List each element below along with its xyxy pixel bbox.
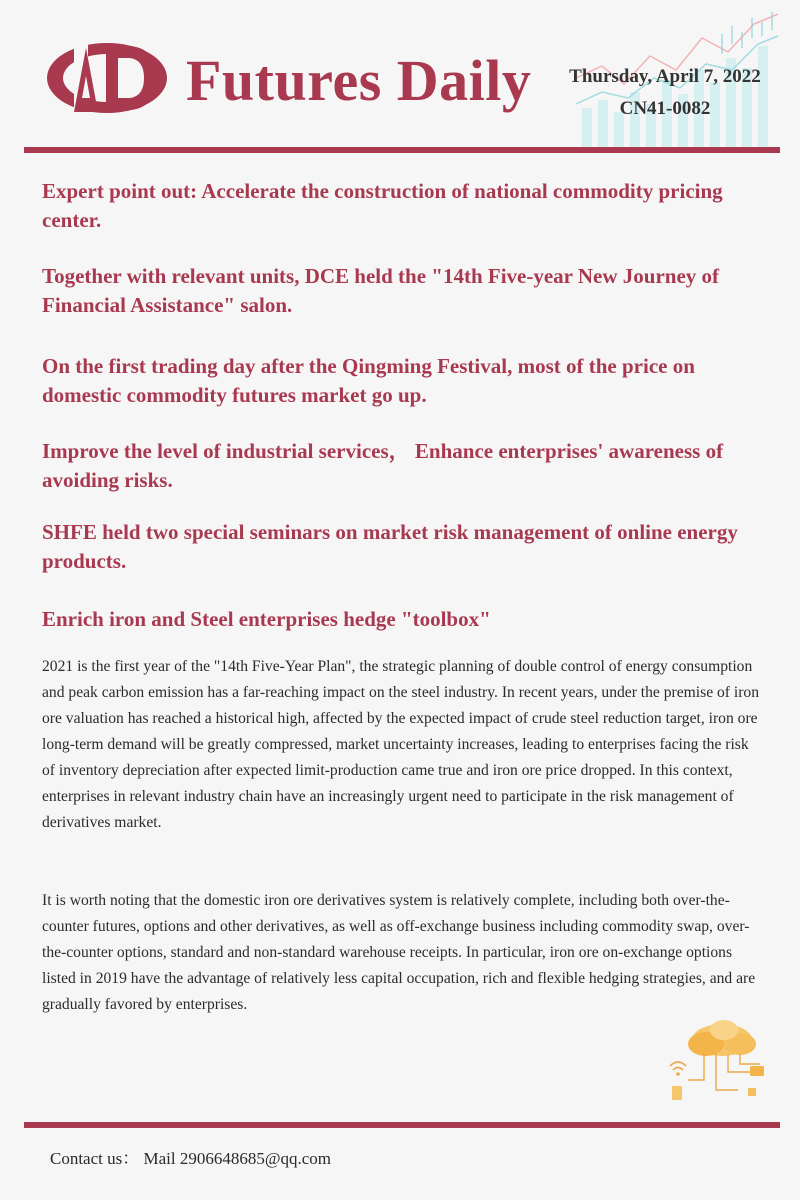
article-paragraph-1: 2021 is the first year of the "14th Five-Year Plan", the strategic planning of double control of energy consumption and peak carbon emission has a far-reaching impact on the steel industry. In recent years, under the premise of iron ore valuation has reached a historical high, affected by the expected impact of crude steel reduction target, iron ore long-term demand will be greatly compressed, market uncertainty increases, leading to enterprises facing the risk of inventory depreciation after expected limit-production came true and iron ore price dropped. In this context, enterprises in relevant industry chain have an increasingly urgent need to participate in the risk management of derivatives market. (42, 658, 760, 831)
headline-4: Improve the level of industrial services， Enhance enterprises' awareness of avoiding risks. (42, 439, 724, 492)
cloud-network-icon (664, 1014, 776, 1106)
headline-5: SHFE held two special seminars on market risk management of online energy products. (42, 520, 738, 573)
header-divider (24, 147, 780, 153)
headline-2: Together with relevant units, DCE held the "14th Five-year New Journey of Financial Assistance" salon. (42, 264, 720, 317)
headline-6: Enrich iron and Steel enterprises hedge "toolbox" (42, 607, 491, 631)
issue-code: CN41-0082 (619, 98, 711, 119)
issue-date: Thursday, April 7, 2022 (569, 66, 761, 87)
masthead-title: Futures Daily (186, 48, 532, 113)
article-paragraph-2: It is worth noting that the domestic iron ore derivatives system is relatively complete, including both over-the-counter futures, options and other derivatives, as well as off-exchange business including commodity swap, over-the-counter options, standard and non-standard warehouse receipts. In particular, iron ore on-exchange options listed in 2019 have the advantage of relatively less capital occupation, rich and flexible hedging strategies, and are gradually favored by enterprises. (42, 892, 756, 1013)
footer-contact[interactable]: Contact us： Mail 2906648685@qq.com (50, 1149, 332, 1168)
ad-monogram-logo-icon (44, 40, 170, 116)
footer-divider (24, 1122, 780, 1128)
headline-3: On the first trading day after the Qingming Festival, most of the price on domestic commodity futures market go up. (42, 354, 695, 407)
masthead (0, 0, 800, 150)
headline-1: Expert point out: Accelerate the construction of national commodity pricing center. (42, 179, 723, 232)
